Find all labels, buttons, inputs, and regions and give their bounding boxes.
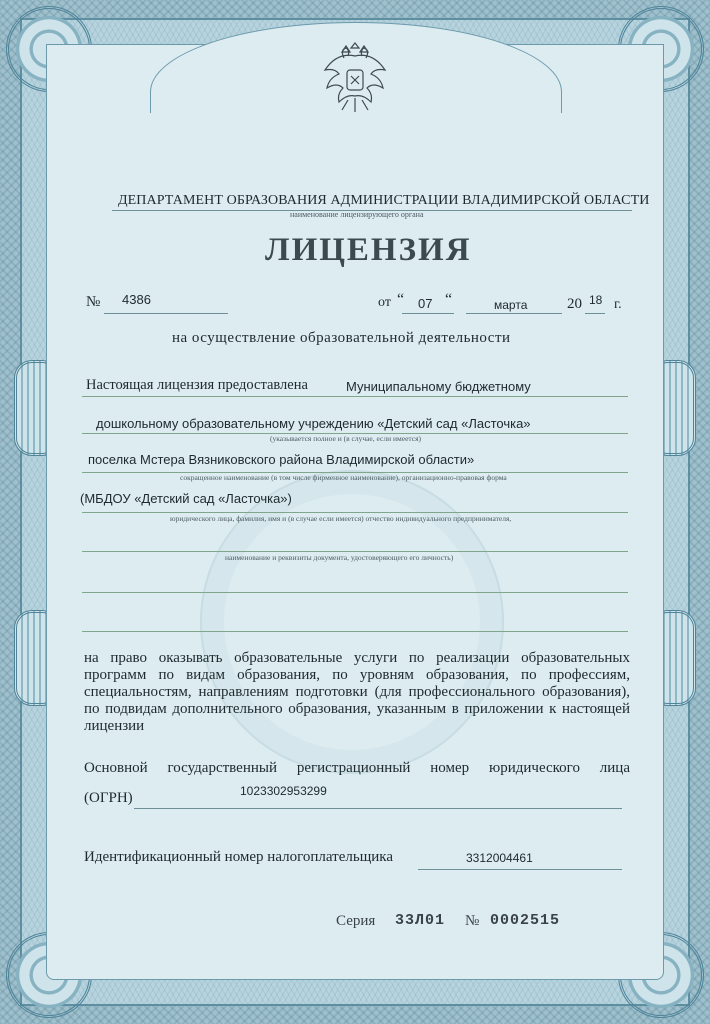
year-suffix: 18 bbox=[589, 293, 603, 307]
fill-line bbox=[82, 592, 628, 593]
issuer-name: ДЕПАРТАМЕНТ ОБРАЗОВАНИЯ АДМИНИСТРАЦИИ ВЛАДИМИРСКОЙ ОБЛАСТИ bbox=[118, 193, 650, 208]
ogrn-label: Основной государственный регистрационный номер юридического лица bbox=[84, 760, 630, 776]
fill-line bbox=[82, 551, 628, 552]
fill-line bbox=[82, 512, 628, 513]
date-prefix: от bbox=[378, 295, 391, 310]
year-prefix: 20 bbox=[567, 296, 582, 312]
year-unit: г. bbox=[614, 297, 622, 312]
granted-label: Настоящая лицензия предоставлена bbox=[86, 377, 308, 393]
issuer-caption: наименование лицензирующего органа bbox=[290, 210, 424, 219]
rights-paragraph: на право оказывать образовательные услуги по реализации образовательных программ по видам образования, по уровням образования, по профессиям, специальностям, направлениям подготовки (для профессионального образования), по подвидам дополнительного образования, указанным в приложении к настоящей лицензии bbox=[84, 650, 630, 734]
underline bbox=[134, 808, 622, 809]
form-series: 33Л01 bbox=[395, 912, 446, 929]
license-month: марта bbox=[494, 298, 528, 312]
license-number-label: № bbox=[86, 294, 101, 310]
coat-of-arms-icon bbox=[322, 42, 388, 116]
field-caption: наименование и реквизиты документа, удостоверяющего его личность) bbox=[225, 553, 454, 562]
field-caption: (указывается полное и (в случае, если имеется) bbox=[270, 434, 422, 443]
fill-line bbox=[82, 631, 628, 632]
form-number-label: № bbox=[465, 913, 480, 929]
ogrn-short-label: (ОГРН) bbox=[84, 790, 133, 806]
underline bbox=[402, 313, 454, 314]
quote-close: “ bbox=[445, 291, 453, 308]
licensee-line-1: Муниципальному бюджетному bbox=[346, 379, 531, 394]
fill-line bbox=[82, 396, 628, 397]
form-number: 0002515 bbox=[490, 912, 561, 929]
licensee-line-4: (МБДОУ «Детский сад «Ласточка») bbox=[80, 491, 292, 506]
underline bbox=[585, 313, 605, 314]
underline bbox=[104, 313, 228, 314]
field-caption: юридического лица, фамилия, имя и (в случае если имеется) отчество индивидуального предпринимателя, bbox=[170, 514, 512, 523]
license-day: 07 bbox=[418, 296, 433, 311]
field-caption: сокращенное наименование (в том числе фирменное наименование), организационно-правовая форма bbox=[180, 473, 507, 482]
ogrn-value: 1023302953299 bbox=[240, 784, 327, 798]
quote-open: “ bbox=[397, 291, 405, 308]
license-purpose: на осуществление образовательной деятельности bbox=[172, 330, 511, 346]
form-series-label: Серия bbox=[336, 913, 376, 929]
document-title: ЛИЦЕНЗИЯ bbox=[265, 232, 472, 268]
license-number: 4386 bbox=[122, 292, 151, 307]
licensee-line-3: поселка Мстера Вязниковского района Владимирской области» bbox=[88, 452, 475, 467]
inn-label: Идентификационный номер налогоплательщика bbox=[84, 849, 394, 865]
inn-value: 3312004461 bbox=[466, 851, 533, 865]
licensee-line-2: дошкольному образовательному учреждению «Детский сад «Ласточка» bbox=[96, 416, 531, 431]
underline bbox=[466, 313, 562, 314]
underline bbox=[418, 869, 622, 870]
